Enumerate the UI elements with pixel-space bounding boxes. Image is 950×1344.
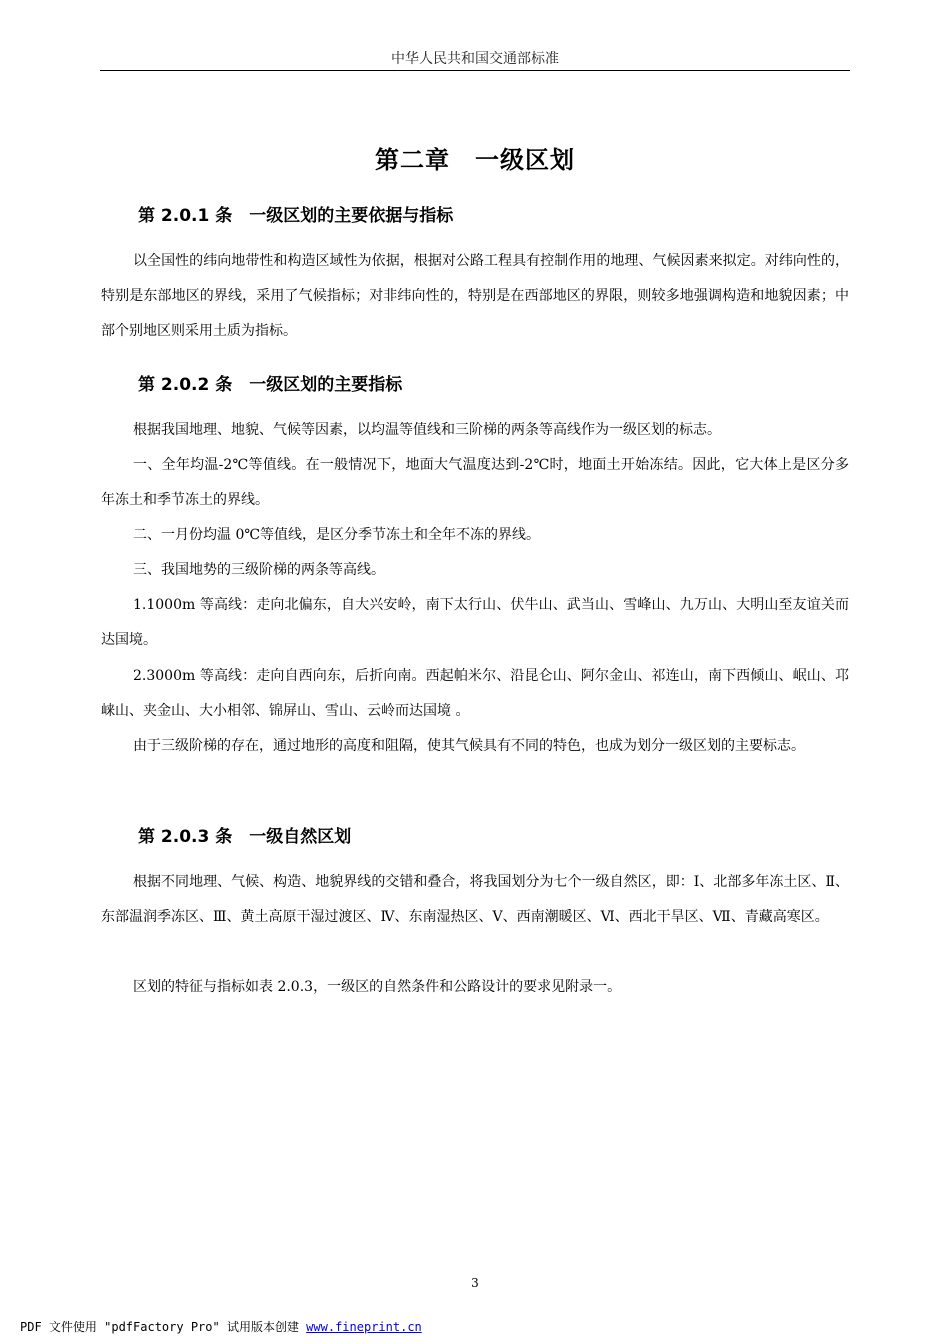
header-divider [100,70,850,71]
page-number: 3 [471,1276,479,1290]
paragraph: 根据我国地理、地貌、气候等因素，以均温等值线和三阶梯的两条等高线作为一级区划的标志。 [133,422,721,438]
chapter-title: 第二章 一级区划 [375,146,575,174]
pdf-footer [20,1318,422,1335]
section-heading-2-0-1: 第 2.0.1 条 一级区划的主要依据与指标 [138,206,454,226]
footer-link[interactable]: www.fineprint.cn [306,1320,422,1334]
section-heading-2-0-2: 第 2.0.2 条 一级区划的主要指标 [138,375,403,395]
paragraph: 一、全年均温-2℃等值线。在一般情况下，地面大气温度达到-2℃时，地面土开始冻结。因此，它大体上是区分多年冻土和季节冻土的界线。 [101,457,849,508]
paragraph: 区划的特征与指标如表 2.0.3，一级区的自然条件和公路设计的要求见附录一。 [133,979,622,995]
paragraph: 2.3000m 等高线：走向自西向东，后折向南。西起帕米尔、沿昆仑山、阿尔金山、祁连山，南下西倾山、岷山、邛崃山、夹金山、大小相邻、锦屏山、雪山、云岭而达国境 。 [101,668,849,719]
paragraph: 以全国性的纬向地带性和构造区域性为依据，根据对公路工程具有控制作用的地理、气候因素来拟定。对纬向性的，特别是东部地区的界线，采用了气候指标；对非纬向性的，特别是在西部地区的界限，则较多地强调构造和地貌因素；中部个别地区则采用土质为指标。 [101,253,849,339]
paragraph: 二、一月份均温 0℃等值线，是区分季节冻土和全年不冻的界线。 [133,527,541,543]
section-heading-2-0-3: 第 2.0.3 条 一级自然区划 [138,827,352,847]
paragraph: 1.1000m 等高线：走向北偏东，自大兴安岭，南下太行山、伏牛山、武当山、雪峰山、九万山、大明山至友谊关而达国境。 [101,597,849,648]
footer-text: PDF 文件使用 "pdfFactory Pro" 试用版本创建 [20,1320,307,1334]
running-header: 中华人民共和国交通部标准 [391,51,559,67]
paragraph: 根据不同地理、气候、构造、地貌界线的交错和叠合，将我国划分为七个一级自然区，即：Ⅰ、北部多年冻土区、Ⅱ、东部温润季冻区、Ⅲ、黄土高原干湿过渡区、Ⅳ、东南湿热区、Ⅴ、西南潮暖区、Ⅵ、西北干旱区、Ⅶ、青藏高寒区。 [101,874,849,925]
paragraph: 三、我国地势的三级阶梯的两条等高线。 [133,562,385,578]
paragraph: 由于三级阶梯的存在，通过地形的高度和阻隔，使其气候具有不同的特色，也成为划分一级区划的主要标志。 [133,738,805,754]
